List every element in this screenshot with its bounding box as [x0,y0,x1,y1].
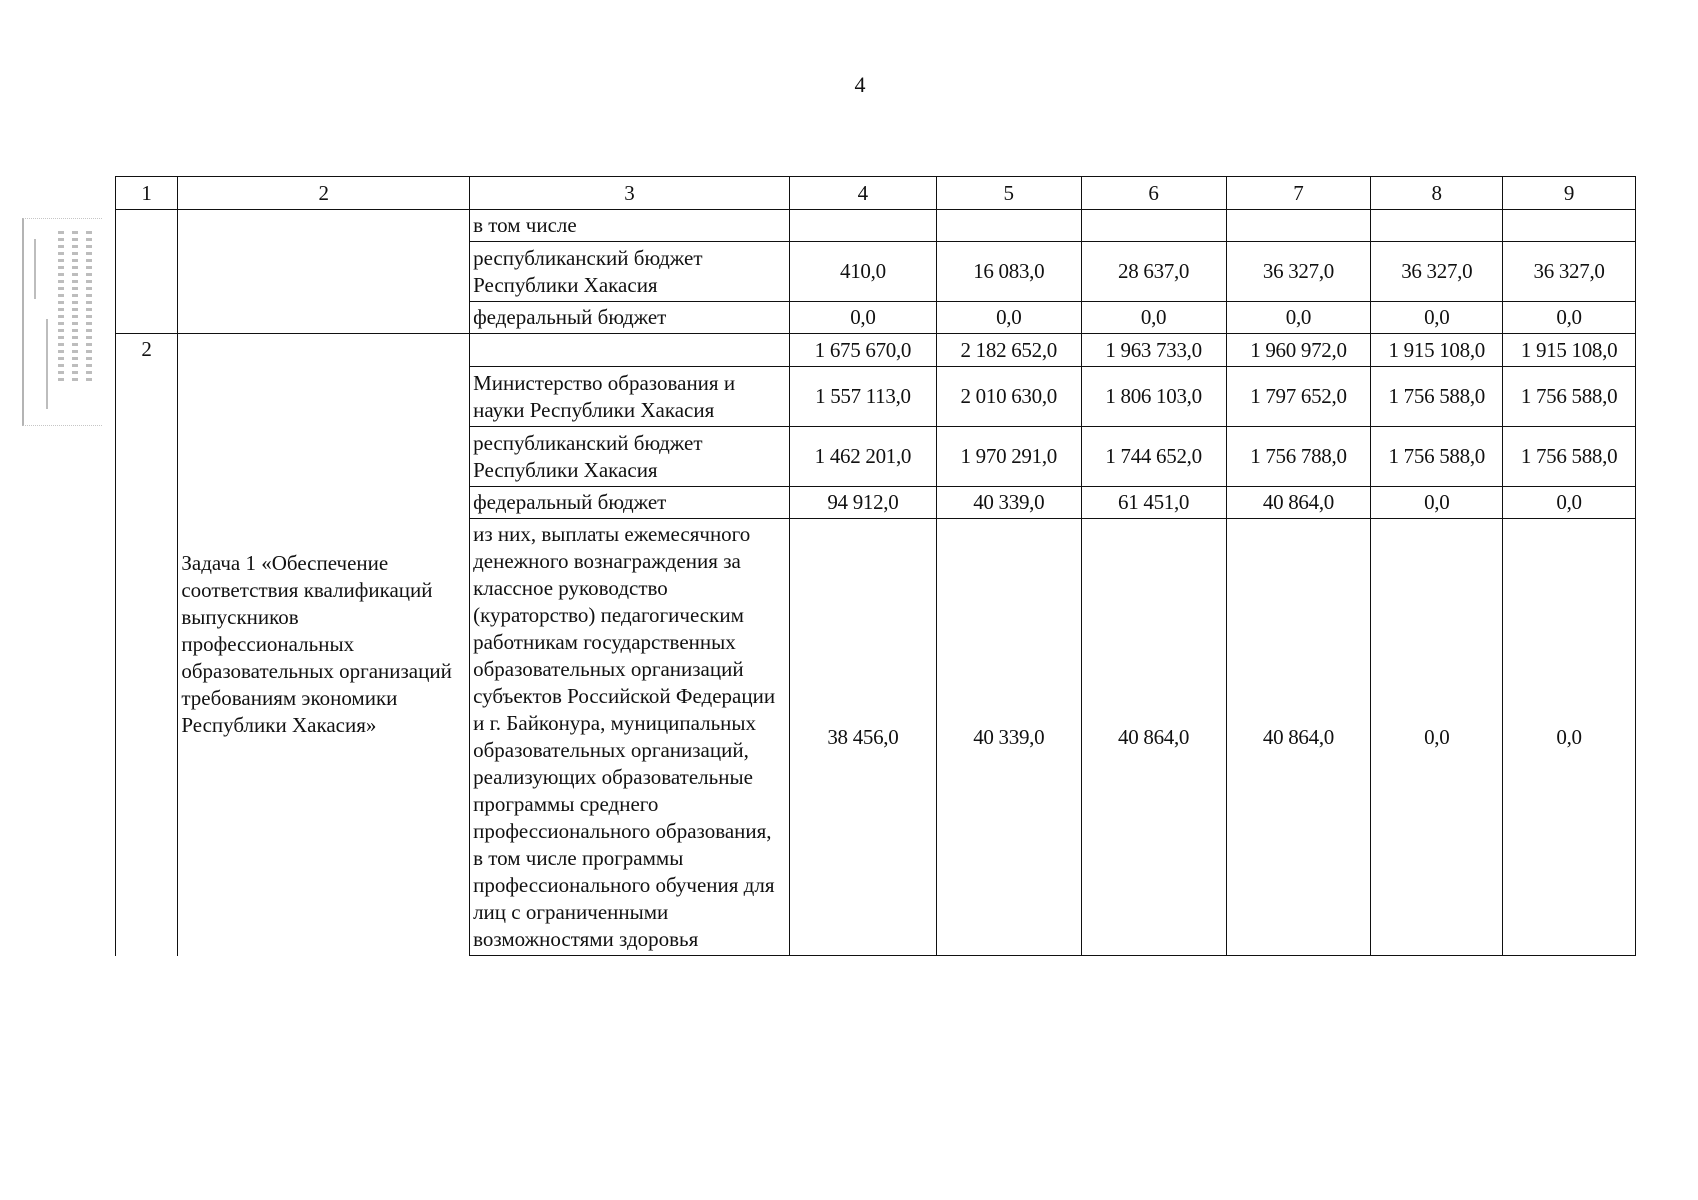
task-title-cell [178,210,470,334]
row-number-cell: 2 [116,334,178,956]
budget-table [115,176,1636,956]
value-cell: 1 806 103,0 [1081,367,1226,427]
value-cell: 36 327,0 [1226,242,1371,302]
row-number-cell [116,210,178,334]
column-header: 3 [470,177,790,210]
value-cell: 1 675 670,0 [789,334,936,367]
row-label: республиканский бюджет Республики Хакасия [470,242,790,302]
value-cell: 0,0 [1371,519,1503,956]
value-cell: 28 637,0 [1081,242,1226,302]
value-cell: 1 960 972,0 [1226,334,1371,367]
value-cell: 1 756 588,0 [1371,427,1503,487]
value-cell: 0,0 [1503,302,1636,334]
value-cell: 0,0 [1371,487,1503,519]
value-cell [1371,210,1503,242]
value-cell: 1 756 788,0 [1226,427,1371,487]
value-cell: 1 797 652,0 [1226,367,1371,427]
row-label: из них, выплаты ежемесячного денежного вознаграждения за классное руководство (кураторство) педагогическим работникам государственных образовательных организаций субъектов Российской Федерации и г. Байконура, муниципальных образовательных организаций, реализующих образовательные программы среднего профессионального образования, в том числе программы профессионального обучения для лиц с ограниченными возможностями здоровья [470,519,790,956]
value-cell: 40 864,0 [1081,519,1226,956]
task-title-cell: Задача 1 «Обеспечение соответствия квалификаций выпускников профессиональных образовательных организаций требованиям экономики Республики Хакасия» [178,334,470,956]
value-cell: 40 864,0 [1226,487,1371,519]
value-cell: 0,0 [1371,302,1503,334]
value-cell: 0,0 [1226,302,1371,334]
row-label [470,334,790,367]
value-cell: 1 915 108,0 [1371,334,1503,367]
value-cell: 40 339,0 [936,487,1081,519]
column-header: 1 [116,177,178,210]
row-label: федеральный бюджет [470,487,790,519]
value-cell: 0,0 [789,302,936,334]
row-label: в том числе [470,210,790,242]
column-header: 9 [1503,177,1636,210]
value-cell: 36 327,0 [1503,242,1636,302]
page-number: 4 [854,72,866,97]
value-cell: 1 756 588,0 [1371,367,1503,427]
column-header: 8 [1371,177,1503,210]
value-cell: 2 010 630,0 [936,367,1081,427]
value-cell: 36 327,0 [1371,242,1503,302]
value-cell: 38 456,0 [789,519,936,956]
row-label: Министерство образования и науки Республики Хакасия [470,367,790,427]
value-cell: 1 970 291,0 [936,427,1081,487]
value-cell: 40 339,0 [936,519,1081,956]
table-body [116,177,1636,956]
column-header: 4 [789,177,936,210]
value-cell [1226,210,1371,242]
table-row [116,210,1636,242]
value-cell: 1 756 588,0 [1503,427,1636,487]
value-cell: 16 083,0 [936,242,1081,302]
table-row [116,334,1636,367]
column-header: 7 [1226,177,1371,210]
row-label: федеральный бюджет [470,302,790,334]
value-cell: 2 182 652,0 [936,334,1081,367]
value-cell: 410,0 [789,242,936,302]
value-cell: 40 864,0 [1226,519,1371,956]
value-cell [1081,210,1226,242]
value-cell [1503,210,1636,242]
column-header: 2 [178,177,470,210]
value-cell: 0,0 [1503,487,1636,519]
value-cell: 1 756 588,0 [1503,367,1636,427]
value-cell [789,210,936,242]
value-cell: 0,0 [1081,302,1226,334]
value-cell: 61 451,0 [1081,487,1226,519]
value-cell: 1 462 201,0 [789,427,936,487]
row-label: республиканский бюджет Республики Хакасия [470,427,790,487]
value-cell: 94 912,0 [789,487,936,519]
header-row [116,177,1636,210]
value-cell: 1 744 652,0 [1081,427,1226,487]
column-header: 5 [936,177,1081,210]
value-cell: 1 557 113,0 [789,367,936,427]
margin-stamp [22,218,102,426]
column-header: 6 [1081,177,1226,210]
value-cell: 0,0 [1503,519,1636,956]
value-cell [936,210,1081,242]
value-cell: 1 963 733,0 [1081,334,1226,367]
value-cell: 0,0 [936,302,1081,334]
value-cell: 1 915 108,0 [1503,334,1636,367]
